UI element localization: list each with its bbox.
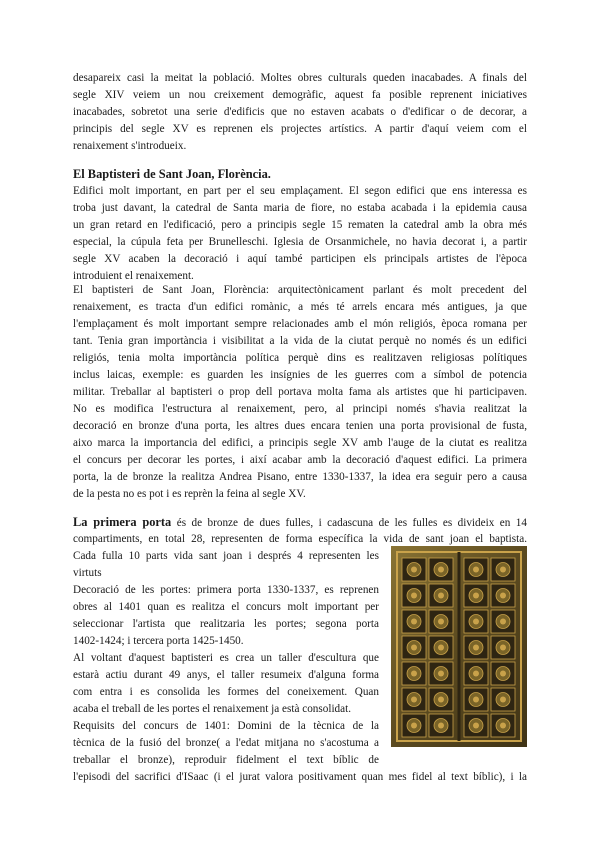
text-line: El baptisteri de Sant Joan, Florència: arquitectònicament parlant és molt precedent del bbox=[73, 284, 527, 296]
door-figure bbox=[411, 567, 417, 573]
text-line: Al voltant d'aquest baptisteri es crea un taller d'escultura que bbox=[73, 652, 379, 664]
text-line: Decoració de les portes: primera porta 1330-1337, es reprenen bbox=[73, 584, 379, 596]
door-figure bbox=[473, 645, 479, 651]
text-line: introduient el renaixement. bbox=[73, 270, 194, 282]
bronze-door-photo-icon bbox=[391, 546, 527, 747]
text-line: acaba el treball de les portes el renaixement ja està consolidat. bbox=[73, 703, 352, 715]
door-figure bbox=[438, 723, 444, 729]
text-line bbox=[73, 515, 527, 530]
text-line: Edifici molt important, en part per el seu emplaçament. El segon edifici que ens interessa es bbox=[73, 185, 527, 197]
text-line: tècnica de la fusió del bronze( a l'edat mitjana no s'acostuma a bbox=[73, 737, 379, 749]
door-figure bbox=[411, 697, 417, 703]
door-illustration bbox=[391, 546, 527, 747]
text-line: religiós, tenia molta importància política perquè dins es realitzaven religiosas polítiques bbox=[73, 352, 527, 364]
text-line: virtuts bbox=[73, 567, 102, 579]
door-figure bbox=[411, 645, 417, 651]
door-figure bbox=[438, 697, 444, 703]
text-line: inacabades, sobretot una serie d'edificis que no estaven acabats o d'edificar o de decorar, a bbox=[73, 106, 527, 118]
door-figure bbox=[473, 593, 479, 599]
text-line: tant. Tenia gran importància i visibilitat a la vida de la ciutat perquè no només és un edifici bbox=[73, 335, 527, 347]
door-figure bbox=[411, 619, 417, 625]
door-figure bbox=[500, 567, 506, 573]
text-line: principis del segle XV es reprenen els projectes artístics. A partir d'aquí veiem com el bbox=[73, 123, 527, 135]
text-line: compartiments, en total 28, representen de forma específica la vida de sant joan el baptista. bbox=[73, 533, 527, 545]
text-line: aixo marca la importancia del edifici, a principis segle XV amb l'auge de la ciutat es realitza bbox=[73, 437, 527, 449]
text-line: renaixement, es tracta d'un edifici romànic, a més té arrels encara més antigues, ja que bbox=[73, 301, 527, 313]
text-line: No es modifica l'estructura al renaixement, pero, al principi només s'havia realitzat la bbox=[73, 403, 527, 415]
bold-lead: La primera porta bbox=[73, 515, 172, 529]
door-figure bbox=[473, 619, 479, 625]
text-line: el concurs per decorar les portes, i així acabar amb la decoració d'aquest edifici. La primera bbox=[73, 454, 527, 466]
door-figure bbox=[500, 593, 506, 599]
text-line: com entra i es consolida les formes del coneixement. Quan bbox=[73, 686, 379, 698]
section-heading: El Baptisteri de Sant Joan, Florència. bbox=[73, 167, 271, 181]
text-line: l'episodi del sacrifici d'ISaac (i el jurat valora positivament quan mes fidel al text bíblic), i la bbox=[73, 771, 527, 783]
door-figure bbox=[438, 567, 444, 573]
door-figure bbox=[473, 567, 479, 573]
text-line: l'emplaçament és molt important sempre relacionades amb el món religiós, època romana per bbox=[73, 318, 527, 330]
text-line: porta, la de bronze la realitza Andrea Pisano, entre 1330-1337, la idea era seguir pero a causa bbox=[73, 471, 527, 483]
door-figure bbox=[438, 671, 444, 677]
text-line: de la pesta no es pot i es reprèn la feina al segle XV. bbox=[73, 488, 306, 500]
text-line: un gran retard en l'edificació, pero a principis segle 15 rematen la catedral amb la obra més bbox=[73, 219, 527, 231]
door-figure bbox=[500, 619, 506, 625]
text-line: 1402-1424; i tercera porta 1425-1450. bbox=[73, 635, 244, 647]
text-line: inclus laicas, exemple: es guarden les insígnies de les guerres com a símbol de potencia bbox=[73, 369, 527, 381]
door-figure bbox=[438, 593, 444, 599]
door-figure bbox=[500, 723, 506, 729]
text-line: especial, la cúpula feta per Brunelleschi. Iglesia de Orsanmichele, no havia decorat i, a partir bbox=[73, 236, 527, 248]
text-line: Cada fulla 10 parts vida sant joan i després 4 representen les bbox=[73, 550, 379, 562]
door-figure bbox=[500, 645, 506, 651]
text-line: segle XV acaben la decoració i aquí també participen els principals artistes de l'època bbox=[73, 253, 527, 265]
text-line: decoració en bronze d'una porta, les altres dues encara tenien una porta provisional de fusta, bbox=[73, 420, 527, 432]
door-figure bbox=[411, 723, 417, 729]
text-line: renaixement s'introdueix. bbox=[73, 140, 187, 152]
text-line: treballar el bronze), reproduir fidelment el text bíblic de bbox=[73, 754, 379, 766]
door-figure bbox=[473, 723, 479, 729]
text-run: és de bronze de dues fulles, i cadascuna de les fulles es divideix en 14 bbox=[171, 517, 527, 529]
text-line: obres al 1401 quan es realitza el concurs molt important per bbox=[73, 601, 379, 613]
door-figure bbox=[438, 645, 444, 651]
door-figure bbox=[473, 697, 479, 703]
text-line: desapareix casi la meitat la població. Moltes obres culturals queden inacabades. A finals del bbox=[73, 72, 527, 84]
text-line: Requisits del concurs de 1401: Domini de la tècnica de la bbox=[73, 720, 379, 732]
text-line: seleccionar l'artista que realitzaria les portes; segona porta bbox=[73, 618, 379, 630]
text-line: militar. Treballar al baptisteri o prop dell portava molta fama als artistes que hi participaven. bbox=[73, 386, 527, 398]
text-line: estarà actiu durant 49 anys, el taller resumeix d'alguna forma bbox=[73, 669, 379, 681]
text-line: segle XIV veiem un nou creixement demogràfic, aquest fa posible reprenent iniciatives bbox=[73, 89, 527, 101]
door-figure bbox=[411, 671, 417, 677]
door-figure bbox=[473, 671, 479, 677]
text-line: troba just davant, la catedral de Santa maria de fiore, no estaba acabada i la epidemia causa bbox=[73, 202, 527, 214]
door-figure bbox=[411, 593, 417, 599]
door-figure bbox=[438, 619, 444, 625]
door-figure bbox=[500, 697, 506, 703]
door-figure bbox=[500, 671, 506, 677]
